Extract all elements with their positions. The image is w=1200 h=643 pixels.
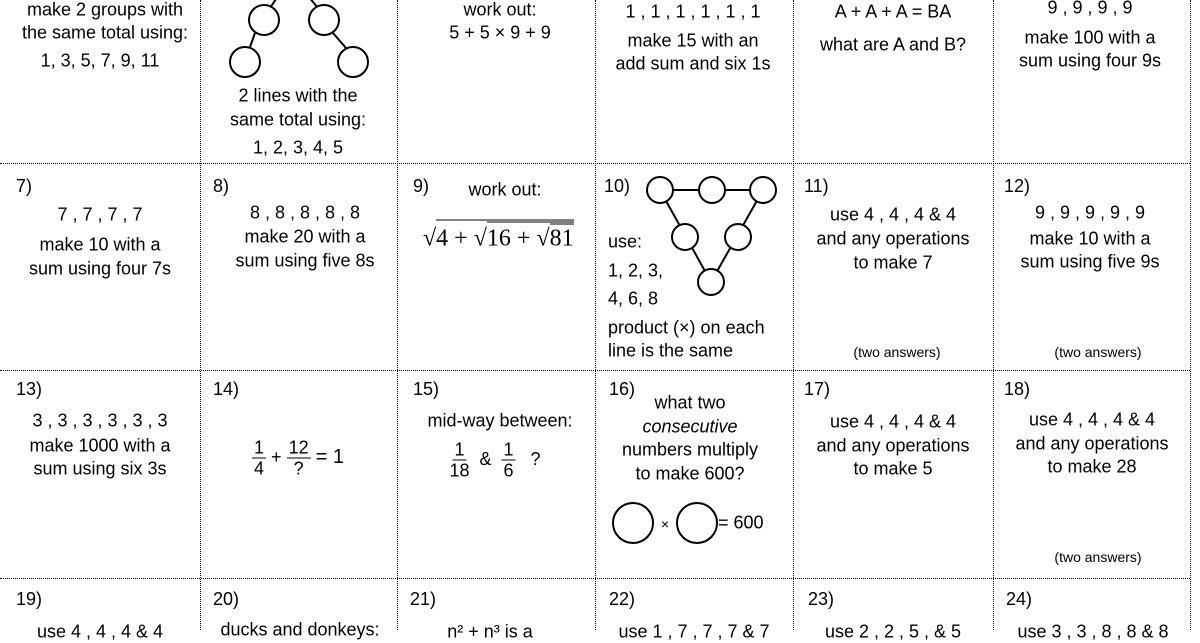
q7-line: sum using four 7s [28, 258, 172, 279]
q7-line: 7 , 7 , 7 , 7 [57, 204, 143, 225]
q13-line: make 1000 with a [29, 435, 171, 456]
q8-line: sum using five 8s [235, 250, 375, 271]
q1-line: the same total using: [21, 22, 189, 43]
q11-line: and any operations [816, 228, 970, 249]
q22-line: use 1 , 7 , 7 , 7 & 7 [618, 621, 770, 642]
q18-line: use 4 , 4 , 4 & 4 [1028, 409, 1156, 430]
q2-line: 2 lines with the [238, 85, 358, 106]
q23-line: use 2 , 2 , 5 , & 5 [824, 621, 962, 642]
q16-line: what two [654, 392, 726, 413]
q16-line: numbers multiply [621, 439, 759, 460]
tree-diagram [230, 0, 368, 77]
nested-root-expression: √4 + √16 + √81 [423, 220, 574, 253]
two-answers-note: (two answers) [1054, 549, 1142, 565]
equals-600: = 600 [718, 512, 764, 533]
two-answers-note: (two answers) [1054, 344, 1142, 360]
q24-line: use 3 , 3 , 8 , 8 & 8 [1017, 621, 1169, 642]
q18-line: to make 28 [1047, 456, 1137, 477]
q5-line: A + A + A = BA [834, 1, 952, 22]
q16-line: to make 600? [635, 463, 745, 484]
question-number: 13) [16, 379, 43, 399]
q10-line: use: [608, 231, 643, 252]
triangle-diagram [647, 177, 776, 295]
q10-line: product (×) on each [608, 317, 765, 338]
q19-line: use 4 , 4 , 4 & 4 [36, 621, 164, 642]
q4-line: 1 , 1 , 1 , 1 , 1 , 1 [625, 1, 761, 22]
q13-line: sum using six 3s [33, 458, 167, 479]
q6-line: sum using four 9s [1018, 50, 1162, 71]
question-number: 22) [609, 589, 636, 609]
q12-line: make 10 with a [1029, 228, 1151, 249]
q10-line: line is the same [608, 340, 734, 361]
question-number: 8) [213, 176, 230, 196]
q13-line: 3 , 3 , 3 , 3 , 3 , 3 [32, 410, 168, 431]
question-number: 23) [808, 589, 835, 609]
q4-line: add sum and six 1s [615, 53, 771, 74]
question-number: 12) [1004, 176, 1031, 196]
question-number: 9) [413, 176, 430, 196]
q15-label: mid-way between: [427, 410, 573, 431]
q11-line: use 4 , 4 , 4 & 4 [829, 204, 957, 225]
q3-line: work out: [463, 0, 537, 20]
question-number: 7) [16, 176, 33, 196]
q2-line: same total using: [229, 109, 367, 130]
question-number: 11) [804, 176, 829, 196]
q6-line: make 100 with a [1024, 27, 1156, 48]
q4-line: make 15 with an [627, 30, 759, 51]
q17-line: to make 5 [853, 458, 933, 479]
q5-line: what are A and B? [819, 34, 967, 55]
q17-line: use 4 , 4 , 4 & 4 [829, 411, 957, 432]
q12-line: sum using five 9s [1020, 251, 1160, 272]
question-number: 18) [1004, 379, 1031, 399]
q6-line: 9 , 9 , 9 , 9 [1047, 0, 1133, 18]
question-number: 14) [213, 379, 240, 399]
q1-line: make 2 groups with [26, 0, 184, 20]
question-number: 24) [1006, 589, 1033, 609]
q18-line: and any operations [1015, 433, 1169, 454]
q8-line: make 20 with a [244, 226, 366, 247]
q20-line: ducks and donkeys: [220, 619, 380, 640]
q1-line: 1, 3, 5, 7, 9, 11 [40, 50, 160, 71]
q8-line: 8 , 8 , 8 , 8 , 8 [249, 202, 361, 223]
q10-line: 4, 6, 8 [608, 288, 659, 309]
q11-line: to make 7 [853, 252, 933, 273]
two-answers-note: (two answers) [853, 344, 941, 360]
question-number: 17) [804, 379, 831, 399]
midway-fractions: $\frac{1}{18}$ & $\frac{1}{6}$ ? [449, 439, 541, 481]
q21-line: n² + n³ is a [447, 621, 533, 642]
fraction-equation: $\frac{1}{4}$ + $\frac{12}{?}$ = 1 [254, 437, 344, 479]
q7-line: make 10 with a [39, 234, 161, 255]
question-number: 10) [604, 176, 631, 196]
q17-line: and any operations [816, 435, 970, 456]
times-sign: × [660, 516, 670, 532]
q16-line: consecutive [642, 416, 738, 437]
question-number: 15) [413, 379, 440, 399]
question-number: 16) [609, 379, 636, 399]
q2-line: 1, 2, 3, 4, 5 [252, 137, 344, 158]
q9-label: work out: [468, 179, 542, 200]
q12-line: 9 , 9 , 9 , 9 , 9 [1034, 202, 1146, 223]
question-number: 20) [213, 589, 240, 609]
q3-line: 5 + 5 × 9 + 9 [449, 22, 551, 43]
question-number: 21) [410, 589, 437, 609]
question-number: 19) [16, 589, 43, 609]
q10-line: 1, 2, 3, [608, 260, 664, 281]
